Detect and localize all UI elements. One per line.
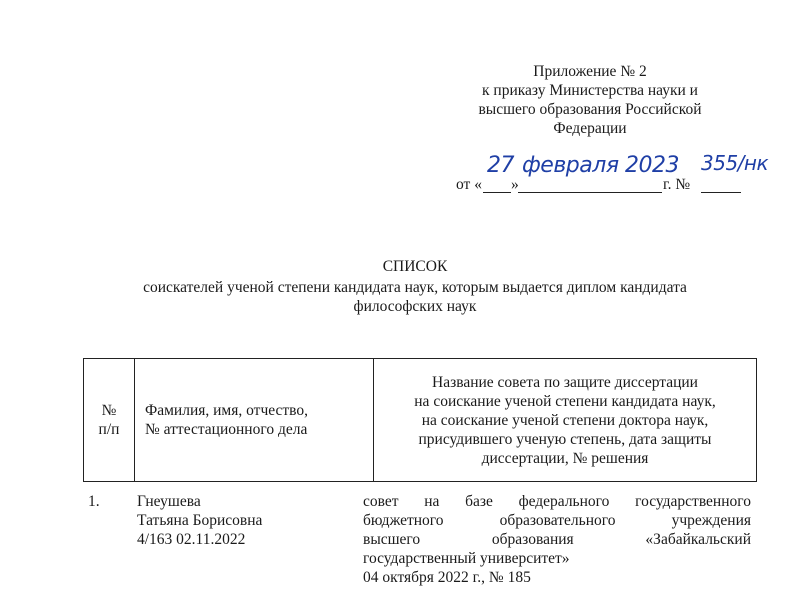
council-defense-date: 04 октября 2022 г., № 185 [363,569,531,586]
header-number-text: п/п [98,421,120,438]
council-line: государственный университет» [363,550,570,567]
appendix-line: высшего образования Российской [478,101,702,118]
order-reference-line [456,151,786,196]
list-heading: СПИСОК [382,258,448,275]
header-council-text: на соискание ученой степени доктора наук, [421,411,709,429]
order-day-blank [483,192,511,193]
council-line: совет на базе федерального государственного [363,493,751,510]
person-given-names: Татьяна Борисовна [137,512,263,529]
council-line: высшего образования «Забайкальский [363,531,751,548]
order-number-blank [701,192,741,193]
row-number: 1. [88,493,100,510]
header-council-cell [374,359,757,482]
header-person-text: № аттестационного дела [145,421,308,438]
order-handwritten-day: 27 [487,153,514,178]
order-from-label: от « [456,176,482,193]
order-handwritten-month-year: февраля 2023 [522,153,680,178]
row-council [363,492,751,587]
list-subtitle-line: соискателей ученой степени кандидата наук, которым выдается диплом кандидата [143,279,687,296]
header-council-text: присудившего ученую степень, дата защиты [418,430,712,448]
header-number-cell [84,359,135,482]
council-line: бюджетного образовательного учреждения [363,512,751,529]
person-case-number: 4/163 02.11.2022 [137,531,246,548]
appendix-line: Федерации [553,120,627,137]
order-year-suffix: г. № [663,176,691,193]
person-surname: Гнеушева [137,493,201,510]
list-subtitle-line: философских наук [353,298,477,315]
header-number-text: № [101,402,117,419]
header-person-cell [135,359,374,482]
row-person [137,492,357,549]
order-handwritten-number: 355/нк [701,151,769,175]
header-person-text: Фамилия, имя, отчество, [145,402,308,419]
order-month-blank [518,192,662,193]
order-close-quote: » [511,176,519,193]
appendix-line: Приложение № 2 [533,63,647,80]
list-title-block [60,257,770,316]
header-council-text: диссертации, № решения [481,449,649,467]
header-council-text: на соискание ученой степени кандидата наук, [414,392,716,410]
list-table-header [83,358,757,482]
appendix-line: к приказу Министерства науки и [482,82,698,99]
header-council-text: Название совета по защите диссертации [432,373,698,391]
appendix-header [440,62,740,138]
